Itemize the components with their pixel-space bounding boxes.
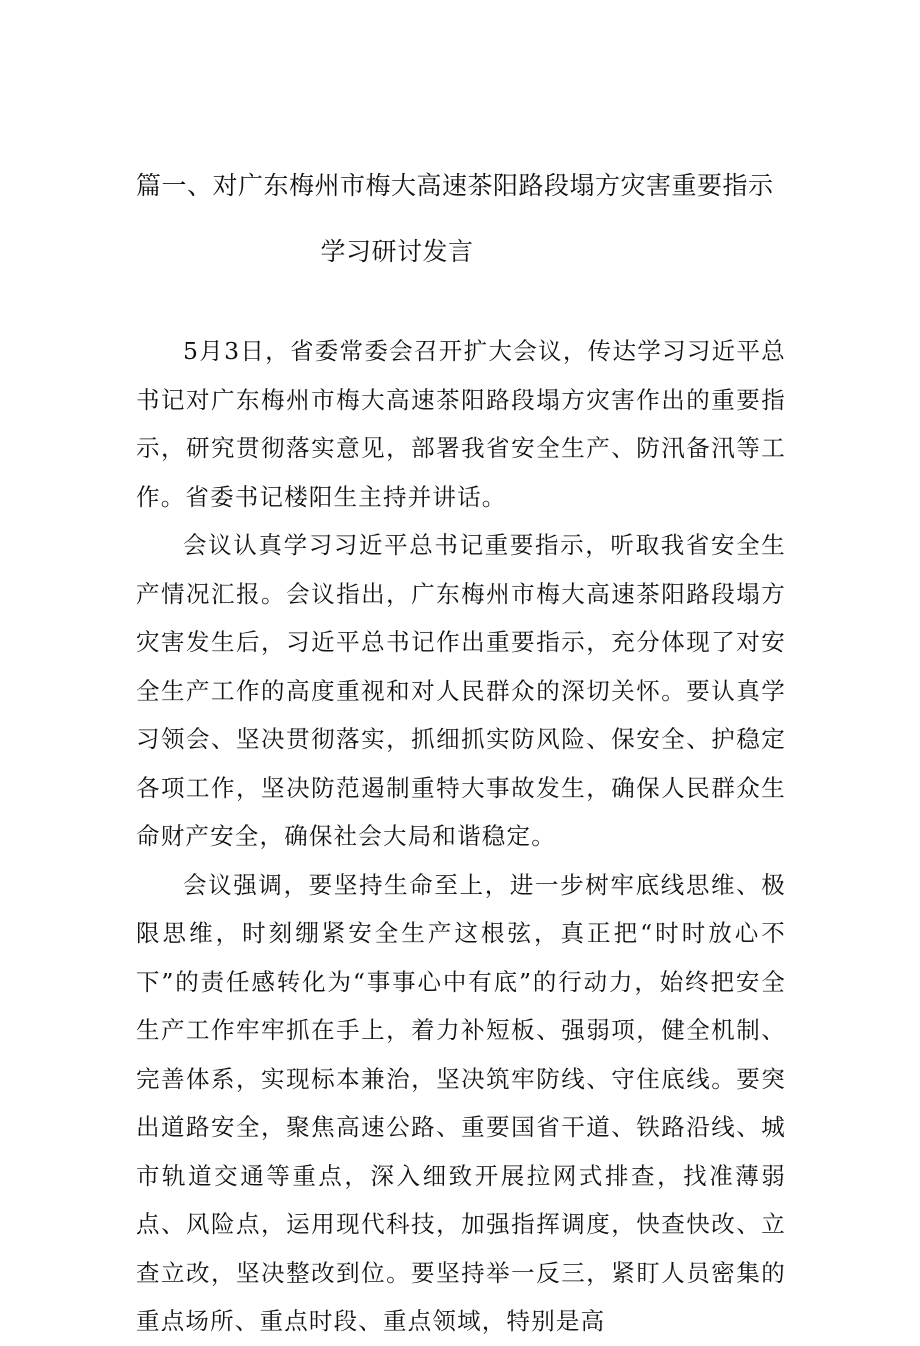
paragraph-2: 会议认真学习习近平总书记重要指示，听取我省安全生产情况汇报。会议指出，广东梅州市梅大高速茶阳路段塌方灾害发生后，习近平总书记作出重要指示，充分体现了对安全生产工作的高度重视和对人民群众的深切关怀。要认真学习领会、坚决贯彻落实，抓细抓实防风险、保安全、护稳定各项工作，坚决防范遏制重特大事故发生，确保人民群众生命财产安全，确保社会大局和谐稳定。 bbox=[136, 531, 786, 850]
paragraph-3: 会议强调，要坚持生命至上，进一步树牢底线思维、极限思维，时刻绷紧安全生产这根弦，真正把“时时放心不下”的责任感转化为“事事心中有底”的行动力，始终把安全生产工作牢牢抓在手上，着力补短板、强弱项，健全机制、完善体系，实现标本兼治，坚决筑牢防线、守住底线。要突出道路安全，聚焦高速公路、重要国省干道、铁路沿线、城市轨道交通等重点，深入细致开展拉网式排查，找准薄弱点、风险点，运用现代科技，加强指挥调度，快查快改、立查立改，坚决整改到位。要坚持举一反三，紧盯人员密集的重点场所、重点时段、重点领域，特别是高 bbox=[136, 870, 786, 1335]
document-title-line-1: 篇一、对广东梅州市梅大高速茶阳路段塌方灾害重要指示 bbox=[136, 171, 774, 200]
document-body bbox=[136, 327, 786, 1346]
paragraph-1: 5月3日，省委常委会召开扩大会议，传达学习习近平总书记对广东梅州市梅大高速茶阳路段塌方灾害作出的重要指示，研究贯彻落实意见，部署我省安全生产、防汛备汛等工作。省委书记楼阳生主持并讲话。 bbox=[136, 337, 786, 511]
document-title-line-2: 学习研讨发言 bbox=[320, 237, 474, 266]
